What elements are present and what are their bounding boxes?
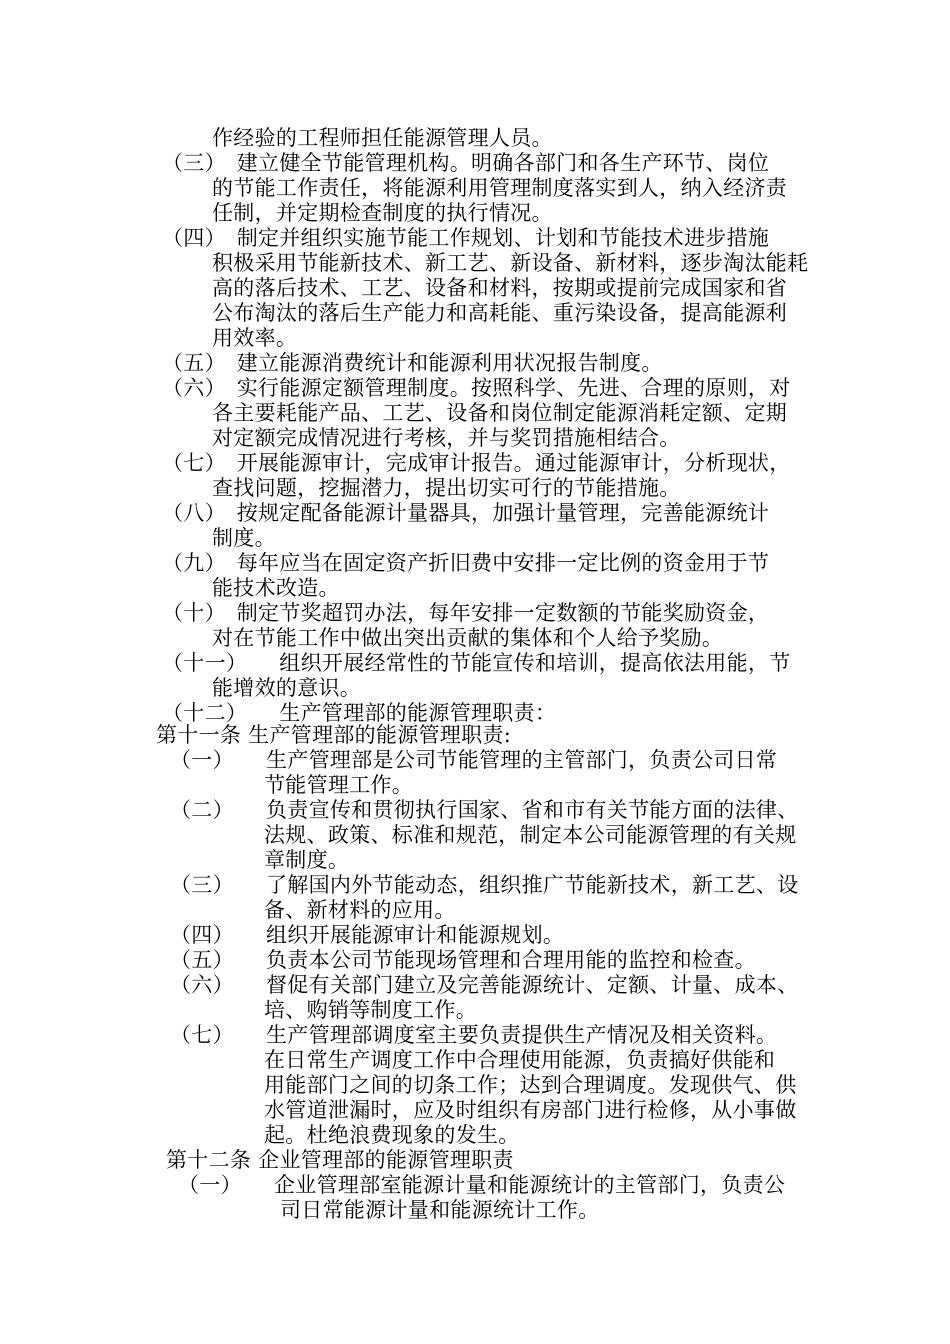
text-line: （八） 按规定配备能源计量器具，加强计量管理，完善能源统计 <box>162 501 770 525</box>
text-line: 节能管理工作。 <box>264 773 414 797</box>
text-line: 制度。 <box>212 526 276 550</box>
text-line: （五） 建立能源消费统计和能源利用状况报告制度。 <box>162 351 663 375</box>
text-line: 作经验的工程师担任能源管理人员。 <box>212 126 553 150</box>
text-line: 任制，并定期检查制度的执行情况。 <box>212 201 553 225</box>
text-line: 能增效的意识。 <box>212 676 362 700</box>
text-line: 查找问题，挖掘潜力，提出切实可行的节能措施。 <box>212 476 681 500</box>
text-line: 备、新材料的应用。 <box>264 898 456 922</box>
text-line: 用能部门之间的切条工作；达到合理调度。发现供气、供 <box>264 1073 797 1097</box>
text-line: 对定额完成情况进行考核，并与奖罚措施相结合。 <box>212 426 681 450</box>
text-line: （六） 督促有关部门建立及完善能源统计、定额、计量、成本、 <box>170 973 799 997</box>
text-line: 法规、政策、标准和规范，制定本公司能源管理的有关规 <box>264 823 797 847</box>
text-line: （二） 负责宣传和贯彻执行国家、省和市有关节能方面的法律、 <box>170 798 799 822</box>
text-line: 水管道泄漏时，应及时组织有房部门进行检修，从小事做 <box>264 1098 797 1122</box>
text-line: （十） 制定节奖超罚办法，每年安排一定数额的节能奖励资金， <box>162 601 770 625</box>
text-line: （十二） 生产管理部的能源管理职责： <box>162 701 557 725</box>
text-line: （一） 生产管理部是公司节能管理的主管部门，负责公司日常 <box>170 748 778 772</box>
text-line: （七） 开展能源审计，完成审计报告。通过能源审计，分析现状， <box>162 451 791 475</box>
text-line: （十一） 组织开展经常性的节能宣传和培训，提高依法用能，节 <box>162 651 791 675</box>
text-line: 司日常能源计量和能源统计工作。 <box>280 1198 600 1222</box>
text-line: 对在节能工作中做出突出贡献的集体和个人给予奖励。 <box>212 626 724 650</box>
text-line: （七） 生产管理部调度室主要负责提供生产情况及相关资料。 <box>170 1023 778 1047</box>
text-line: （三） 了解国内外节能动态，组织推广节能新技术，新工艺、设 <box>170 873 799 897</box>
text-line: 在日常生产调度工作中合理使用能源，负责搞好供能和 <box>264 1048 776 1072</box>
text-line: 积极采用节能新技术、新工艺、新设备、新材料，逐步淘汰能耗 <box>212 251 809 275</box>
text-line: 能技术改造。 <box>212 576 340 600</box>
text-line: 用效率。 <box>212 326 298 350</box>
text-line: （九） 每年应当在固定资产折旧费中安排一定比例的资金用于节 <box>162 551 770 575</box>
text-line: 各主要耗能产品、工艺、设备和岗位制定能源消耗定额、定期 <box>212 401 788 425</box>
text-line: 的节能工作责任，将能源利用管理制度落实到人，纳入经济责 <box>212 176 788 200</box>
text-line: （一） 企业管理部室能源计量和能源统计的主管部门，负责公 <box>178 1173 786 1197</box>
text-line: 高的落后技术、工艺、设备和材料，按期或提前完成国家和省 <box>212 276 788 300</box>
text-line: （四） 组织开展能源审计和能源规划。 <box>170 923 565 947</box>
article-heading: 第十一条 生产管理部的能源管理职责: <box>156 723 512 747</box>
text-line: （三） 建立健全节能管理机构。明确各部门和各生产环节、岗位 <box>162 151 770 175</box>
text-line: （四） 制定并组织实施节能工作规划、计划和节能技术进步措施 <box>162 226 770 250</box>
text-line: 公布淘汰的落后生产能力和高耗能、重污染设备，提高能源利 <box>212 301 788 325</box>
text-line: （五） 负责本公司节能现场管理和合理用能的监控和检查。 <box>170 948 756 972</box>
text-line: （六） 实行能源定额管理制度。按照科学、先进、合理的原则，对 <box>162 376 791 400</box>
article-heading: 第十二条 企业管理部的能源管理职责 <box>166 1148 514 1172</box>
text-line: 起。杜绝浪费现象的发生。 <box>264 1123 520 1147</box>
text-line: 章制度。 <box>264 848 350 872</box>
text-line: 培、购销等制度工作。 <box>264 998 477 1022</box>
